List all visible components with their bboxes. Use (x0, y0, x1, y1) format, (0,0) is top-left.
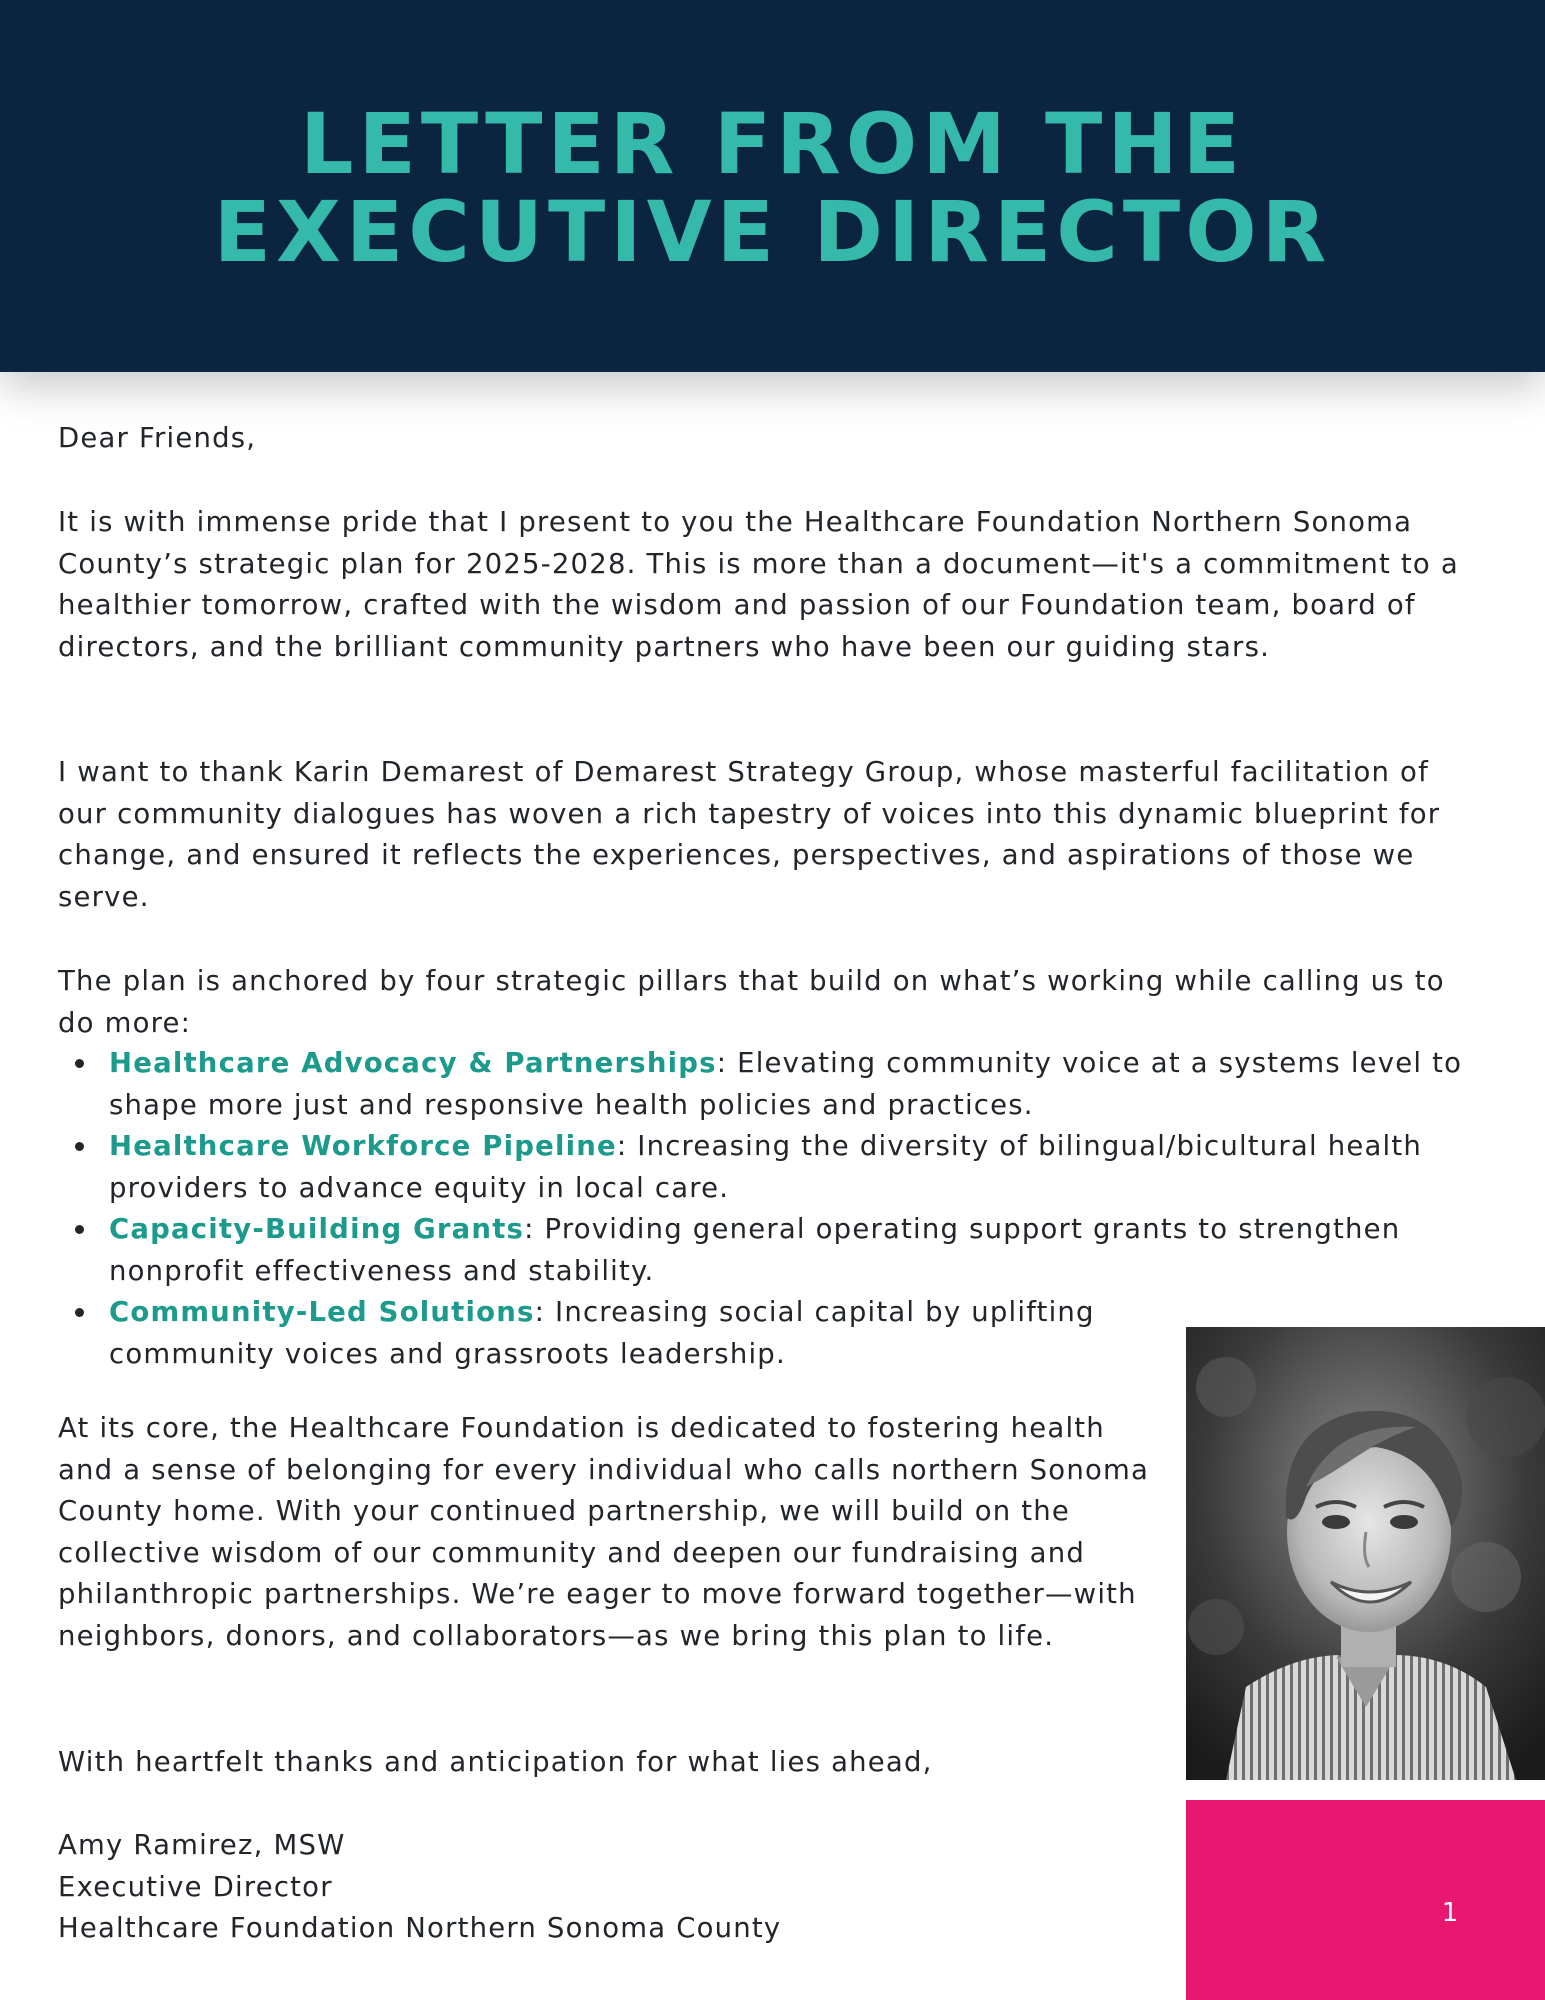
pillar-description: : Elevating community voice at a systems level to shape more just and responsive health policies and practices. (109, 1047, 1463, 1121)
bullet-icon (75, 1225, 84, 1234)
pillar-description: : Increasing social capital by uplifting community voices and grassroots leadership. (109, 1296, 1095, 1370)
page-title (0, 95, 1545, 281)
pillar-item (58, 1292, 1109, 1375)
pillar-name: Community-Led Solutions (109, 1296, 535, 1328)
signature-block (58, 1825, 1158, 1950)
paragraph-intro: It is with immense pride that I present to you the Healthcare Foundation Northern Sonoma County’s strategic plan for 2025-2028. This is more than a document—it's a commitment to a healthier tomorrow, crafted with the wisdom and passion of our Foundation team, board of directors, and the brilliant community partners who have been our guiding stars. (58, 506, 1459, 663)
pillar-description: : Providing general operating support grants to strengthen nonprofit effectiveness and stability. (109, 1213, 1401, 1287)
header-banner (0, 0, 1545, 372)
paragraph-core: At its core, the Healthcare Foundation is dedicated to fostering health and a sense of belonging for every individual who calls northern Sonoma County home. With your continued partnership, we will build on the collective wisdom of our community and deepen our fundraising and philanthropic partnerships. We’re eager to move forward together—with neighbors, donors, and collaborators—as we bring this plan to life. (58, 1412, 1150, 1652)
page-title-line-2: EXECUTIVE DIRECTOR (213, 183, 1332, 281)
page-number: 1 (1441, 1898, 1459, 1928)
portrait-illustration (1186, 1327, 1545, 1780)
page-title-line-1: LETTER FROM THE (299, 95, 1246, 193)
pillar-name: Healthcare Advocacy & Partnerships (109, 1047, 717, 1079)
pillars-list (58, 1043, 1488, 1375)
pillar-item (58, 1126, 1488, 1209)
page-number-block (1186, 1800, 1545, 2000)
bullet-icon (75, 1059, 84, 1068)
director-portrait-photo (1186, 1327, 1545, 1780)
pillar-item (58, 1043, 1488, 1126)
pillar-name: Healthcare Workforce Pipeline (109, 1130, 617, 1162)
pillar-name: Capacity-Building Grants (109, 1213, 525, 1245)
bullet-icon (75, 1308, 84, 1317)
salutation: Dear Friends, (58, 422, 257, 454)
closing-line: With heartfelt thanks and anticipation for what lies ahead, (58, 1746, 933, 1778)
signature-organization: Healthcare Foundation Northern Sonoma County (58, 1912, 782, 1944)
signature-title: Executive Director (58, 1870, 333, 1903)
bullet-icon (75, 1142, 84, 1151)
signature-name: Amy Ramirez, MSW (58, 1829, 346, 1861)
pillar-description: : Increasing the diversity of bilingual/bicultural health providers to advance equity in local care. (109, 1130, 1423, 1204)
paragraph-thanks: I want to thank Karin Demarest of Demarest Strategy Group, whose masterful facilitation of our community dialogues has woven a rich tapestry of voices into this dynamic blueprint for change, and ensured it reflects the experiences, perspectives, and aspirations of those we serve. (58, 756, 1441, 913)
pillar-item (58, 1209, 1488, 1292)
paragraph-pillars-intro: The plan is anchored by four strategic pillars that build on what’s working while calling us to do more: (58, 965, 1445, 1039)
